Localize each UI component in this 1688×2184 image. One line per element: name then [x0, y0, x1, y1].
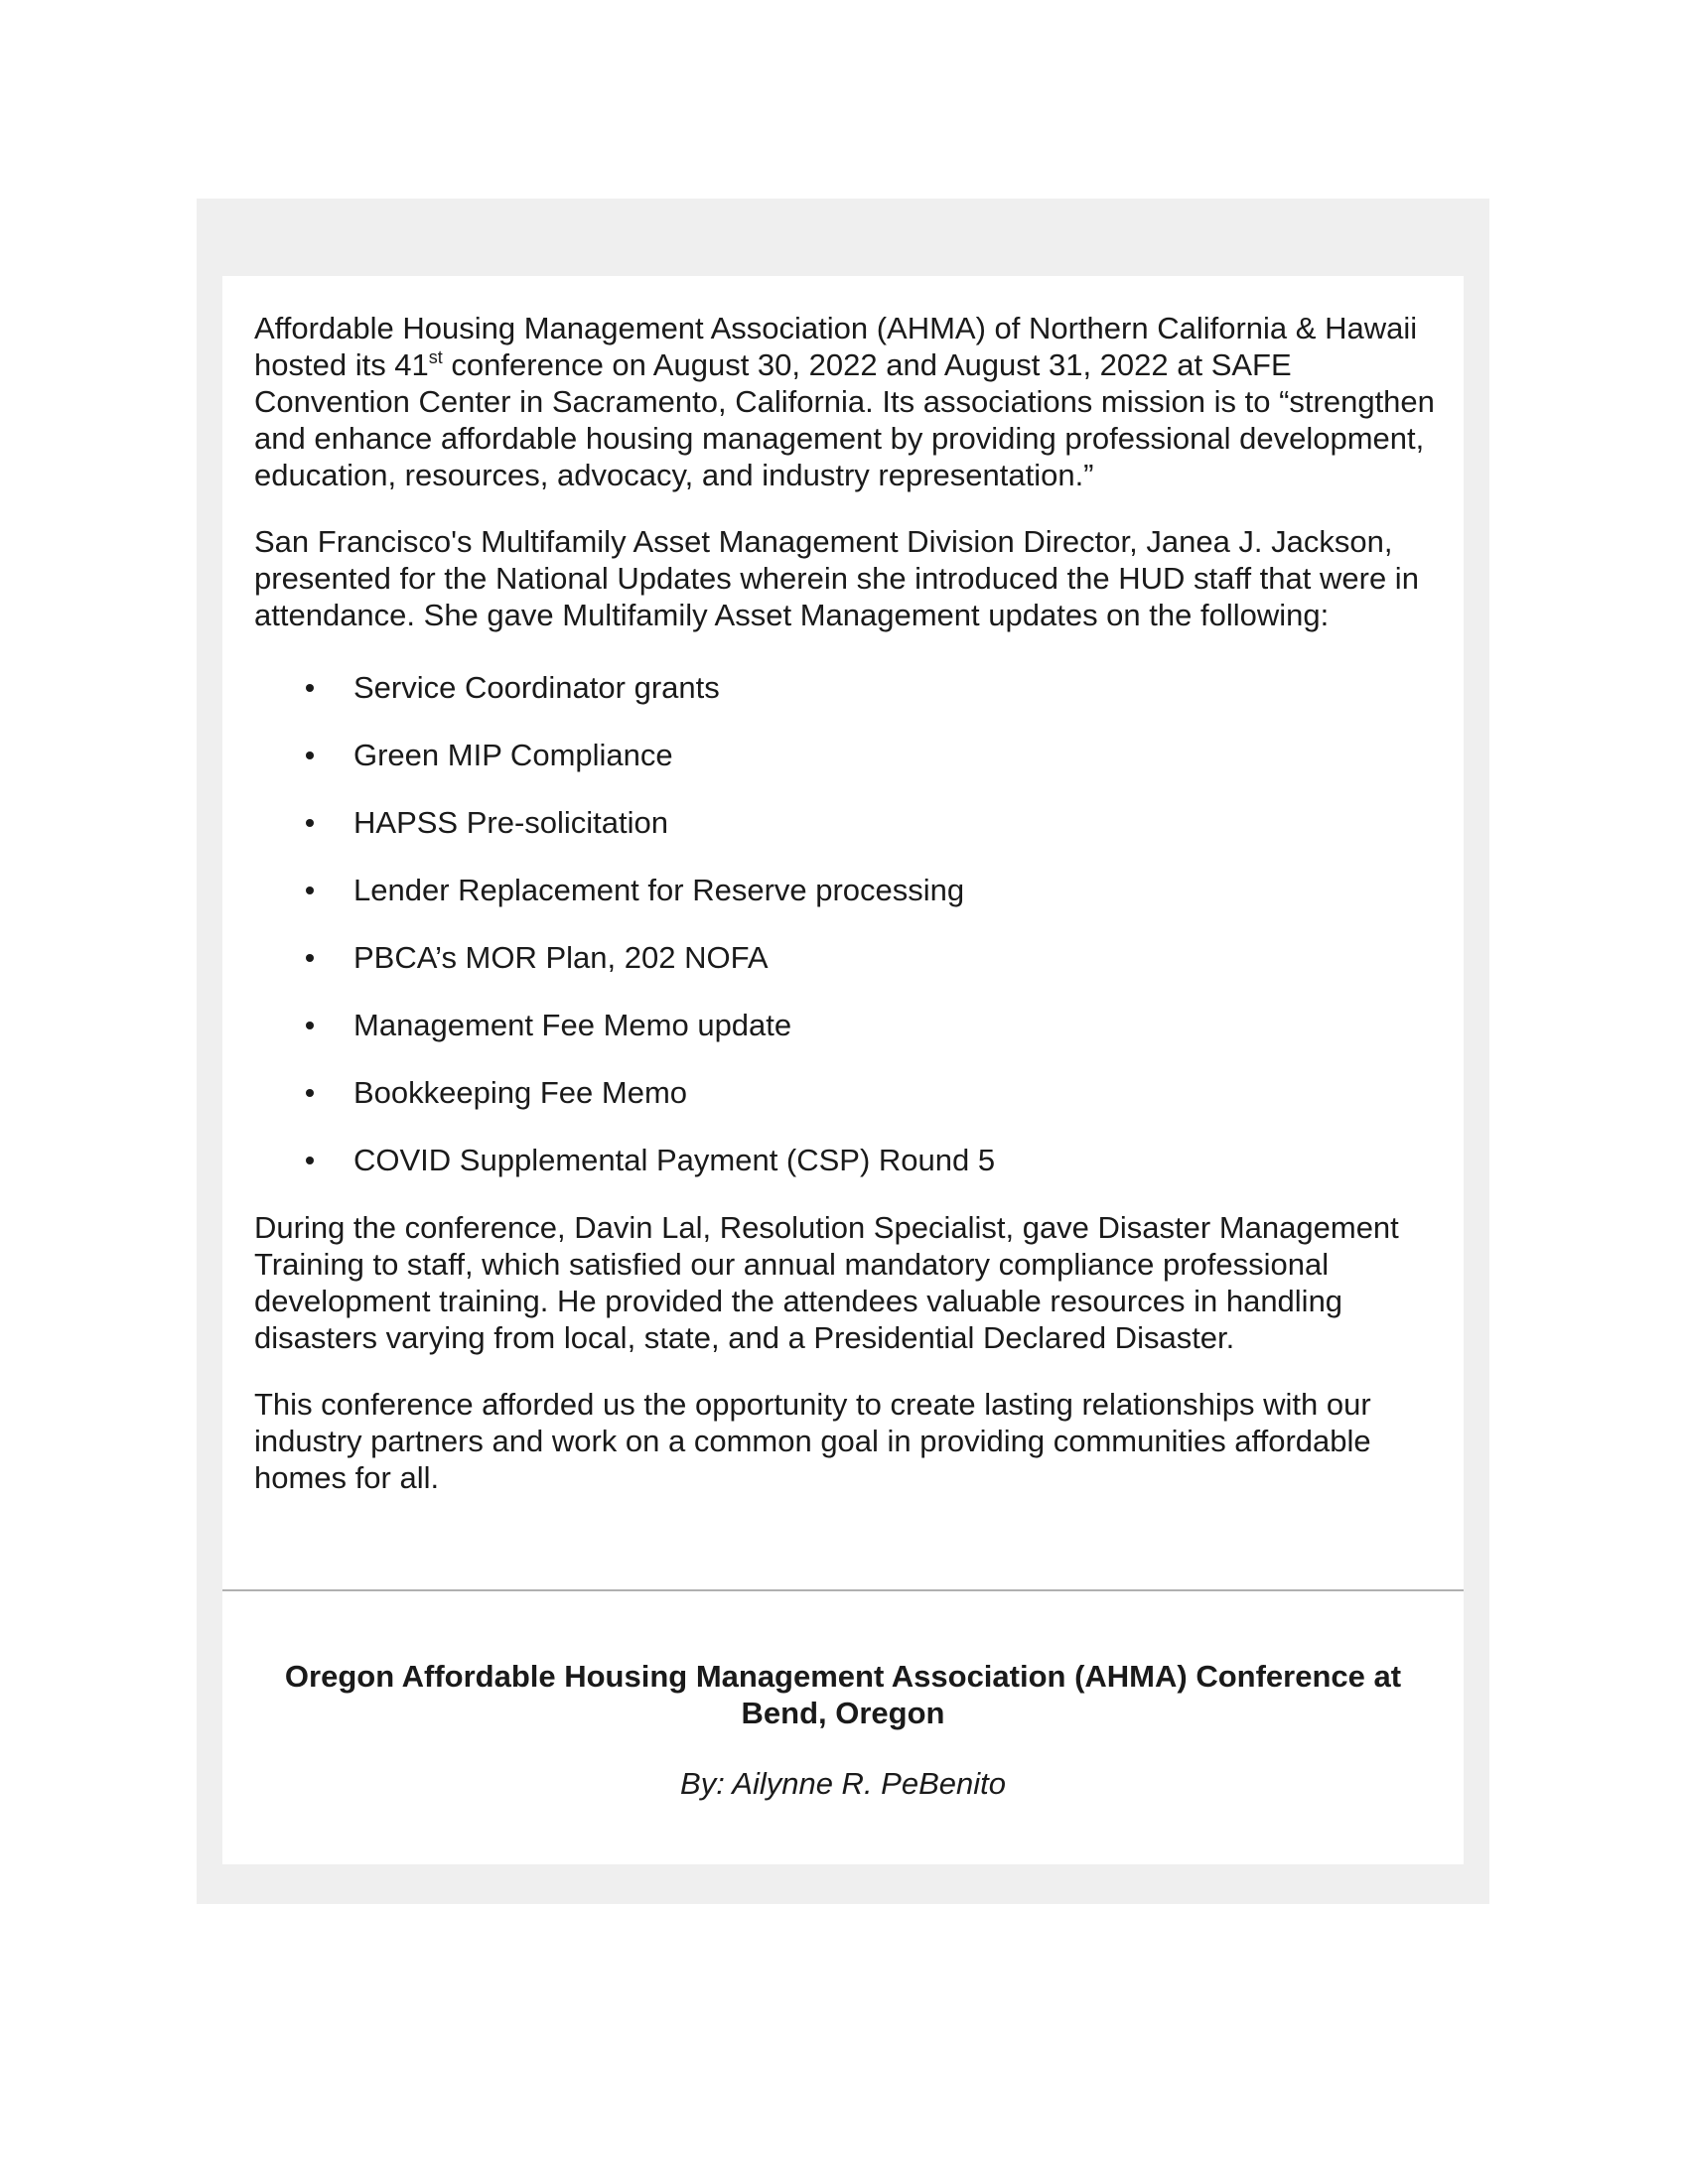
section-divider — [222, 1589, 1464, 1591]
bullet-icon — [306, 954, 314, 962]
list-item: Lender Replacement for Reserve processing — [254, 872, 1436, 939]
bullet-icon — [306, 887, 314, 894]
next-article-title: Oregon Affordable Housing Management Association (AHMA) Conference at Bend, Oregon — [284, 1659, 1402, 1730]
closing-paragraph: This conference afforded us the opportunity to create lasting relationships with our industry partners and work on a common goal in providing communities affordable homes for all. — [254, 1387, 1371, 1495]
national-updates-paragraph: San Francisco's Multifamily Asset Management Division Director, Janea J. Jackson, presented for the National Updates wherein she introduced the HUD staff that were in attendance. She gave Multifamily Asset Management updates on the following: — [254, 524, 1419, 632]
bullet-icon — [306, 1022, 314, 1029]
intro-text-start: Affordable Housing Management Association (AHMA) of Northern California & Hawaii hosted its 41 — [254, 311, 1418, 382]
ordinal-suffix: st — [428, 347, 443, 367]
bullet-icon — [306, 1089, 314, 1097]
bullet-icon — [306, 684, 314, 692]
bullet-icon — [306, 1157, 314, 1164]
next-article-byline: By: Ailynne R. PeBenito — [680, 1766, 1006, 1801]
newsletter-frame — [197, 199, 1489, 1904]
list-item: Green MIP Compliance — [254, 737, 1436, 804]
list-item: Bookkeeping Fee Memo — [254, 1074, 1436, 1142]
list-item: COVID Supplemental Payment (CSP) Round 5 — [254, 1142, 1436, 1209]
article-card — [222, 276, 1464, 1864]
list-item: Management Fee Memo update — [254, 1007, 1436, 1074]
intro-paragraph — [254, 310, 1436, 493]
bullet-icon — [306, 751, 314, 759]
list-item: Service Coordinator grants — [254, 669, 1436, 737]
disaster-training-paragraph: During the conference, Davin Lal, Resolution Specialist, gave Disaster Management Training to staff, which satisfied our annual mandatory compliance professional development training. He provided the attendees valuable resources in handling disasters varying from local, state, and a Presidential Declared Disaster. — [254, 1210, 1399, 1355]
intro-text-end: conference on August 30, 2022 and August 31, 2022 at SAFE Convention Center in Sacramento, California. Its associations mission is to “strengthen and enhance affordable housing management by providing professional development, education, resources, advocacy, and industry representation.” — [254, 347, 1435, 492]
list-item: PBCA’s MOR Plan, 202 NOFA — [254, 939, 1436, 1007]
article-body — [254, 310, 1436, 1526]
bullet-icon — [306, 819, 314, 827]
list-item: HAPSS Pre-solicitation — [254, 804, 1436, 872]
updates-list — [254, 669, 1436, 1209]
